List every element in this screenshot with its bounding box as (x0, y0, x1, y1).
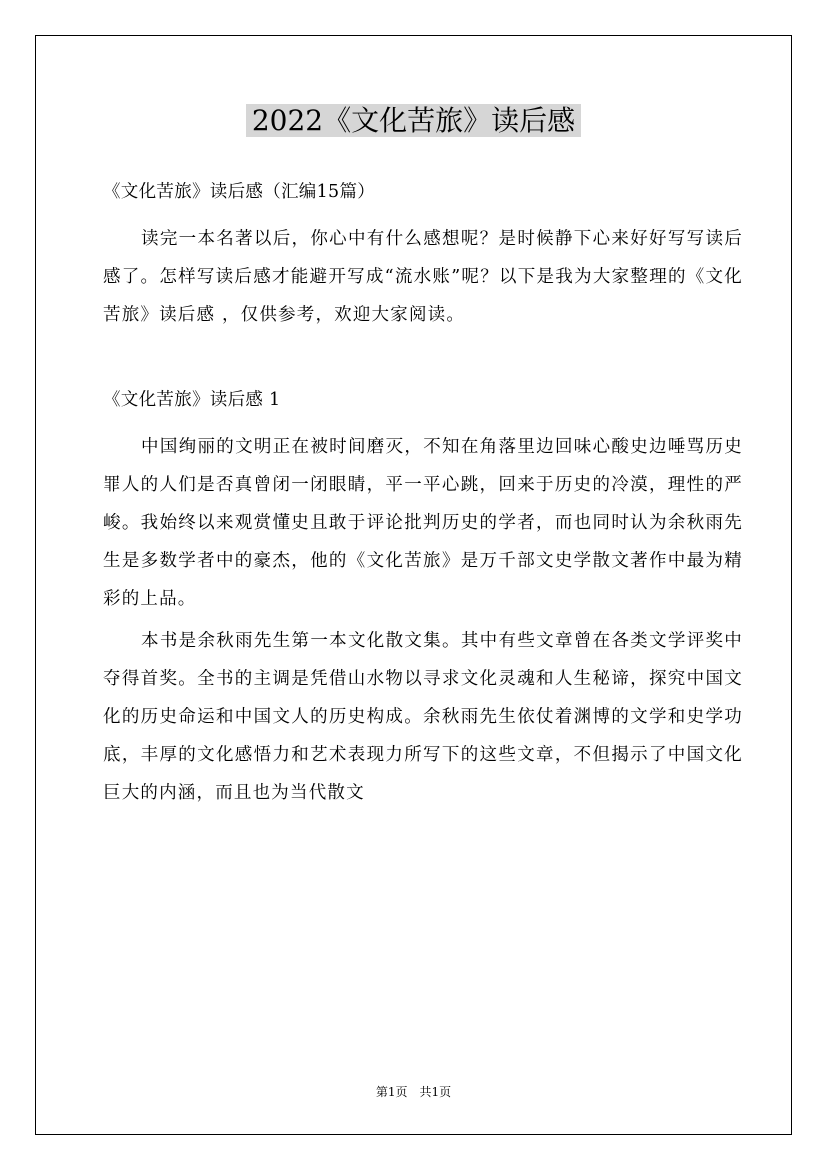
document-subtitle: 《文化苦旅》读后感（汇编15篇） (103, 182, 376, 202)
body-paragraph: 中国绚丽的文明正在被时间磨灭，不知在角落里边回味心酸史边唾骂历史罪人的人们是否真曾闭一闭眼睛，平一平心跳，回来于历史的冷漠，理性的严峻。我始终以来观赏懂史且敢于评论批判历史的学者，而也同时认为余秋雨先生是多数学者中的豪杰，他的《文化苦旅》是万千部文史学散文著作中最为精彩的上品。 (103, 437, 743, 609)
document-title-text: 2022《文化苦旅》读后感 (246, 104, 581, 137)
document-title (0, 100, 827, 142)
page-footer: 第1页 共1页 (375, 1085, 452, 1099)
intro-paragraph: 读完一本名著以后，你心中有什么感想呢？是时候静下心来好好写写读后感了。怎样写读后感才能避开写成“流水账”呢？以下是我为大家整理的《文化苦旅》读后感 ，仅供参考，欢迎大家阅读。 (103, 229, 743, 325)
body-paragraph: 本书是余秋雨先生第一本文化散文集。其中有些文章曾在各类文学评奖中夺得首奖。全书的主调是凭借山水物以寻求文化灵魂和人生秘谛，探究中国文化的历史命运和中国文人的历史构成。余秋雨先生依仗着渊博的文学和史学功底，丰厚的文化感悟力和艺术表现力所写下的这些文章，不但揭示了中国文化巨大的内涵，而且也为当代散文 (103, 631, 743, 803)
section-heading: 《文化苦旅》读后感 1 (103, 390, 281, 410)
document-body (103, 178, 743, 812)
